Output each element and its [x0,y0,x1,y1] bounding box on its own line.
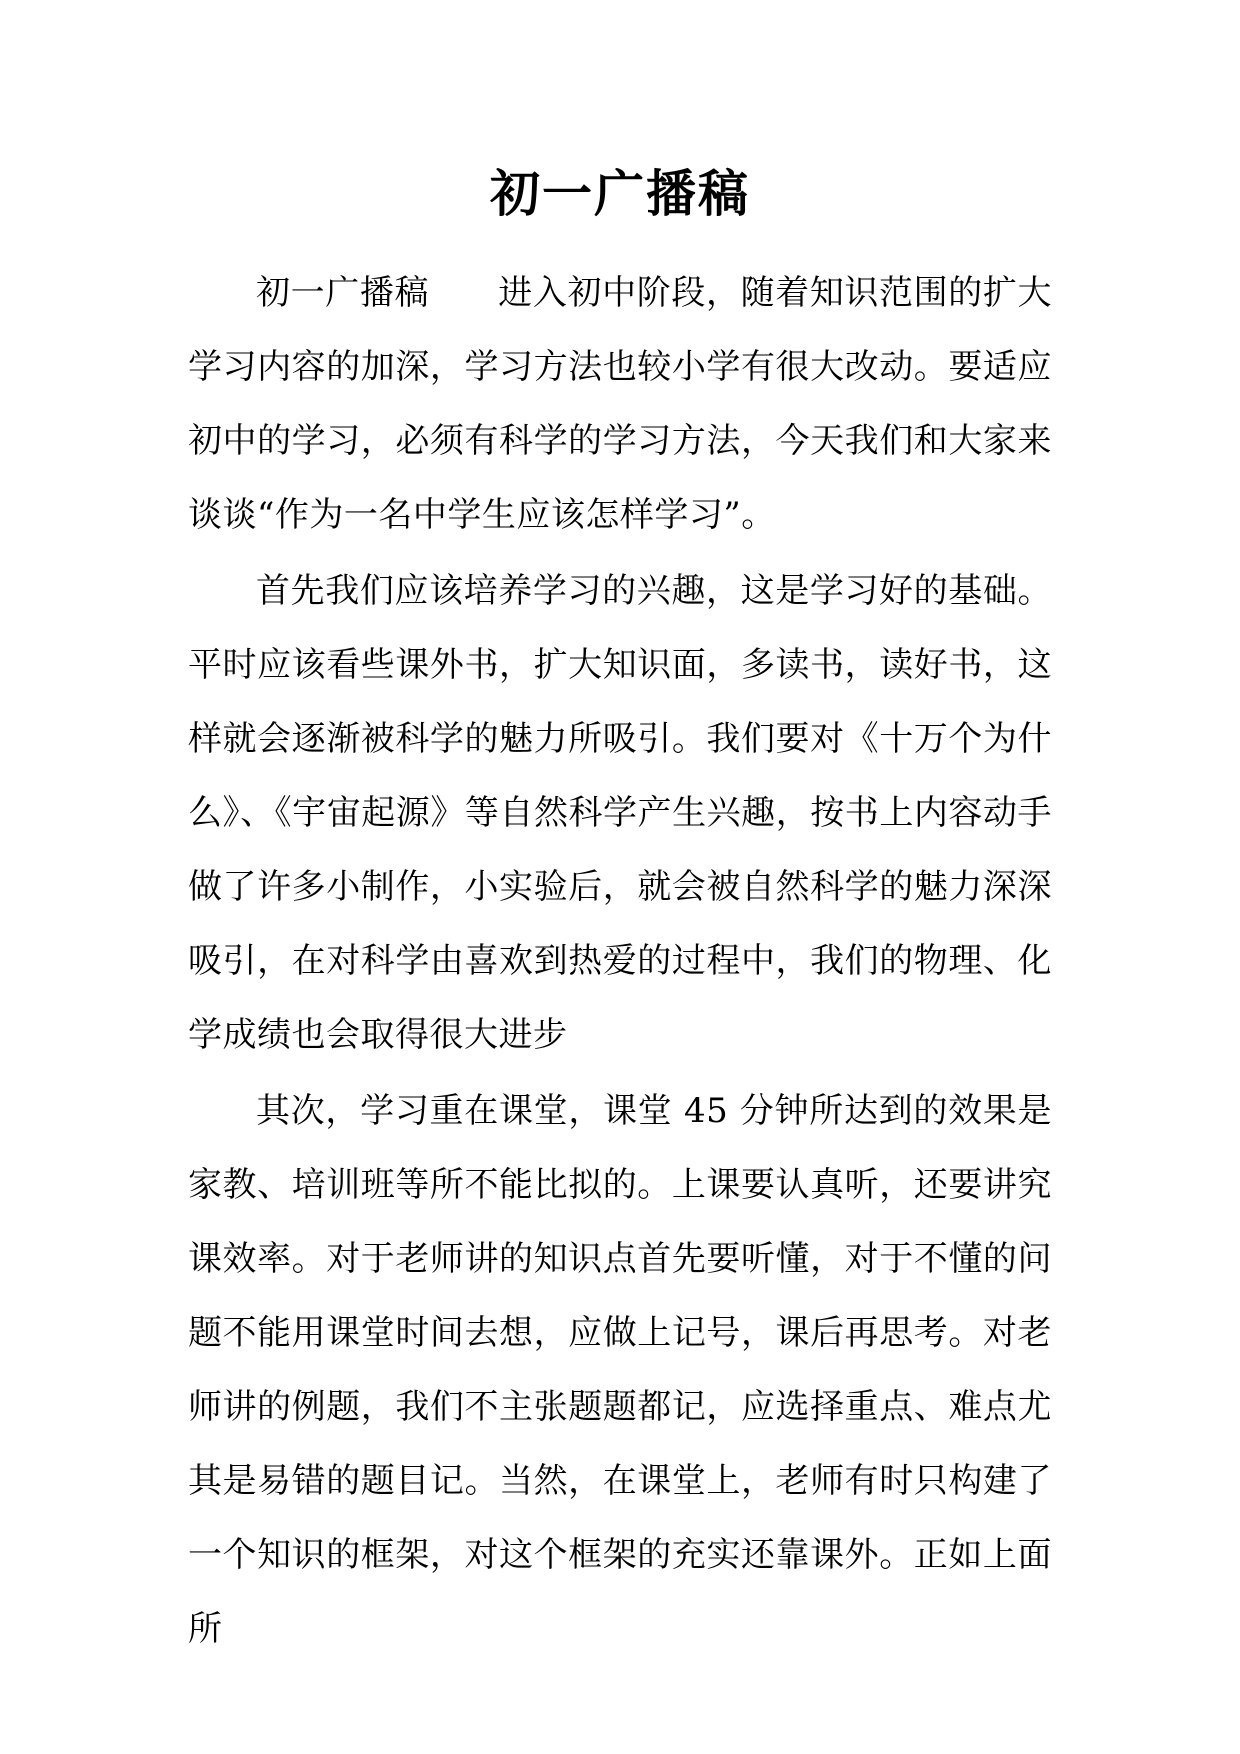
document-body [188,256,1052,1668]
paragraph-interest: 首先我们应该培养学习的兴趣，这是学习好的基础。平时应该看些课外书，扩大知识面，多读书，读好书，这样就会逐渐被科学的魅力所吸引。我们要对《十万个为什么》、《宇宙起源》等自然科学产生兴趣，按书上内容动手做了许多小制作，小实验后，就会被自然科学的魅力深深吸引，在对科学由喜欢到热爱的过程中，我们的物理、化学成绩也会取得很大进步 [188,571,1052,1055]
paragraph-intro: 初一广播稿 进入初中阶段，随着知识范围的扩大学习内容的加深，学习方法也较小学有很大改动。要适应初中的学习，必须有科学的学习方法，今天我们和大家来谈谈“作为一名中学生应该怎样学习”。 [188,273,1052,535]
document-title: 初一广播稿 [490,164,750,223]
paragraph-classroom: 其次，学习重在课堂，课堂 45 分钟所达到的效果是家教、培训班等所不能比拟的。上课要认真听，还要讲究课效率。对于老师讲的知识点首先要听懂，对于不懂的问题不能用课堂时间去想，应做上记号，课后再思考。对老师讲的例题，我们不主张题题都记，应选择重点、难点尤其是易错的题目记。当然，在课堂上，老师有时只构建了一个知识的框架，对这个框架的充实还靠课外。正如上面所 [188,1091,1052,1649]
